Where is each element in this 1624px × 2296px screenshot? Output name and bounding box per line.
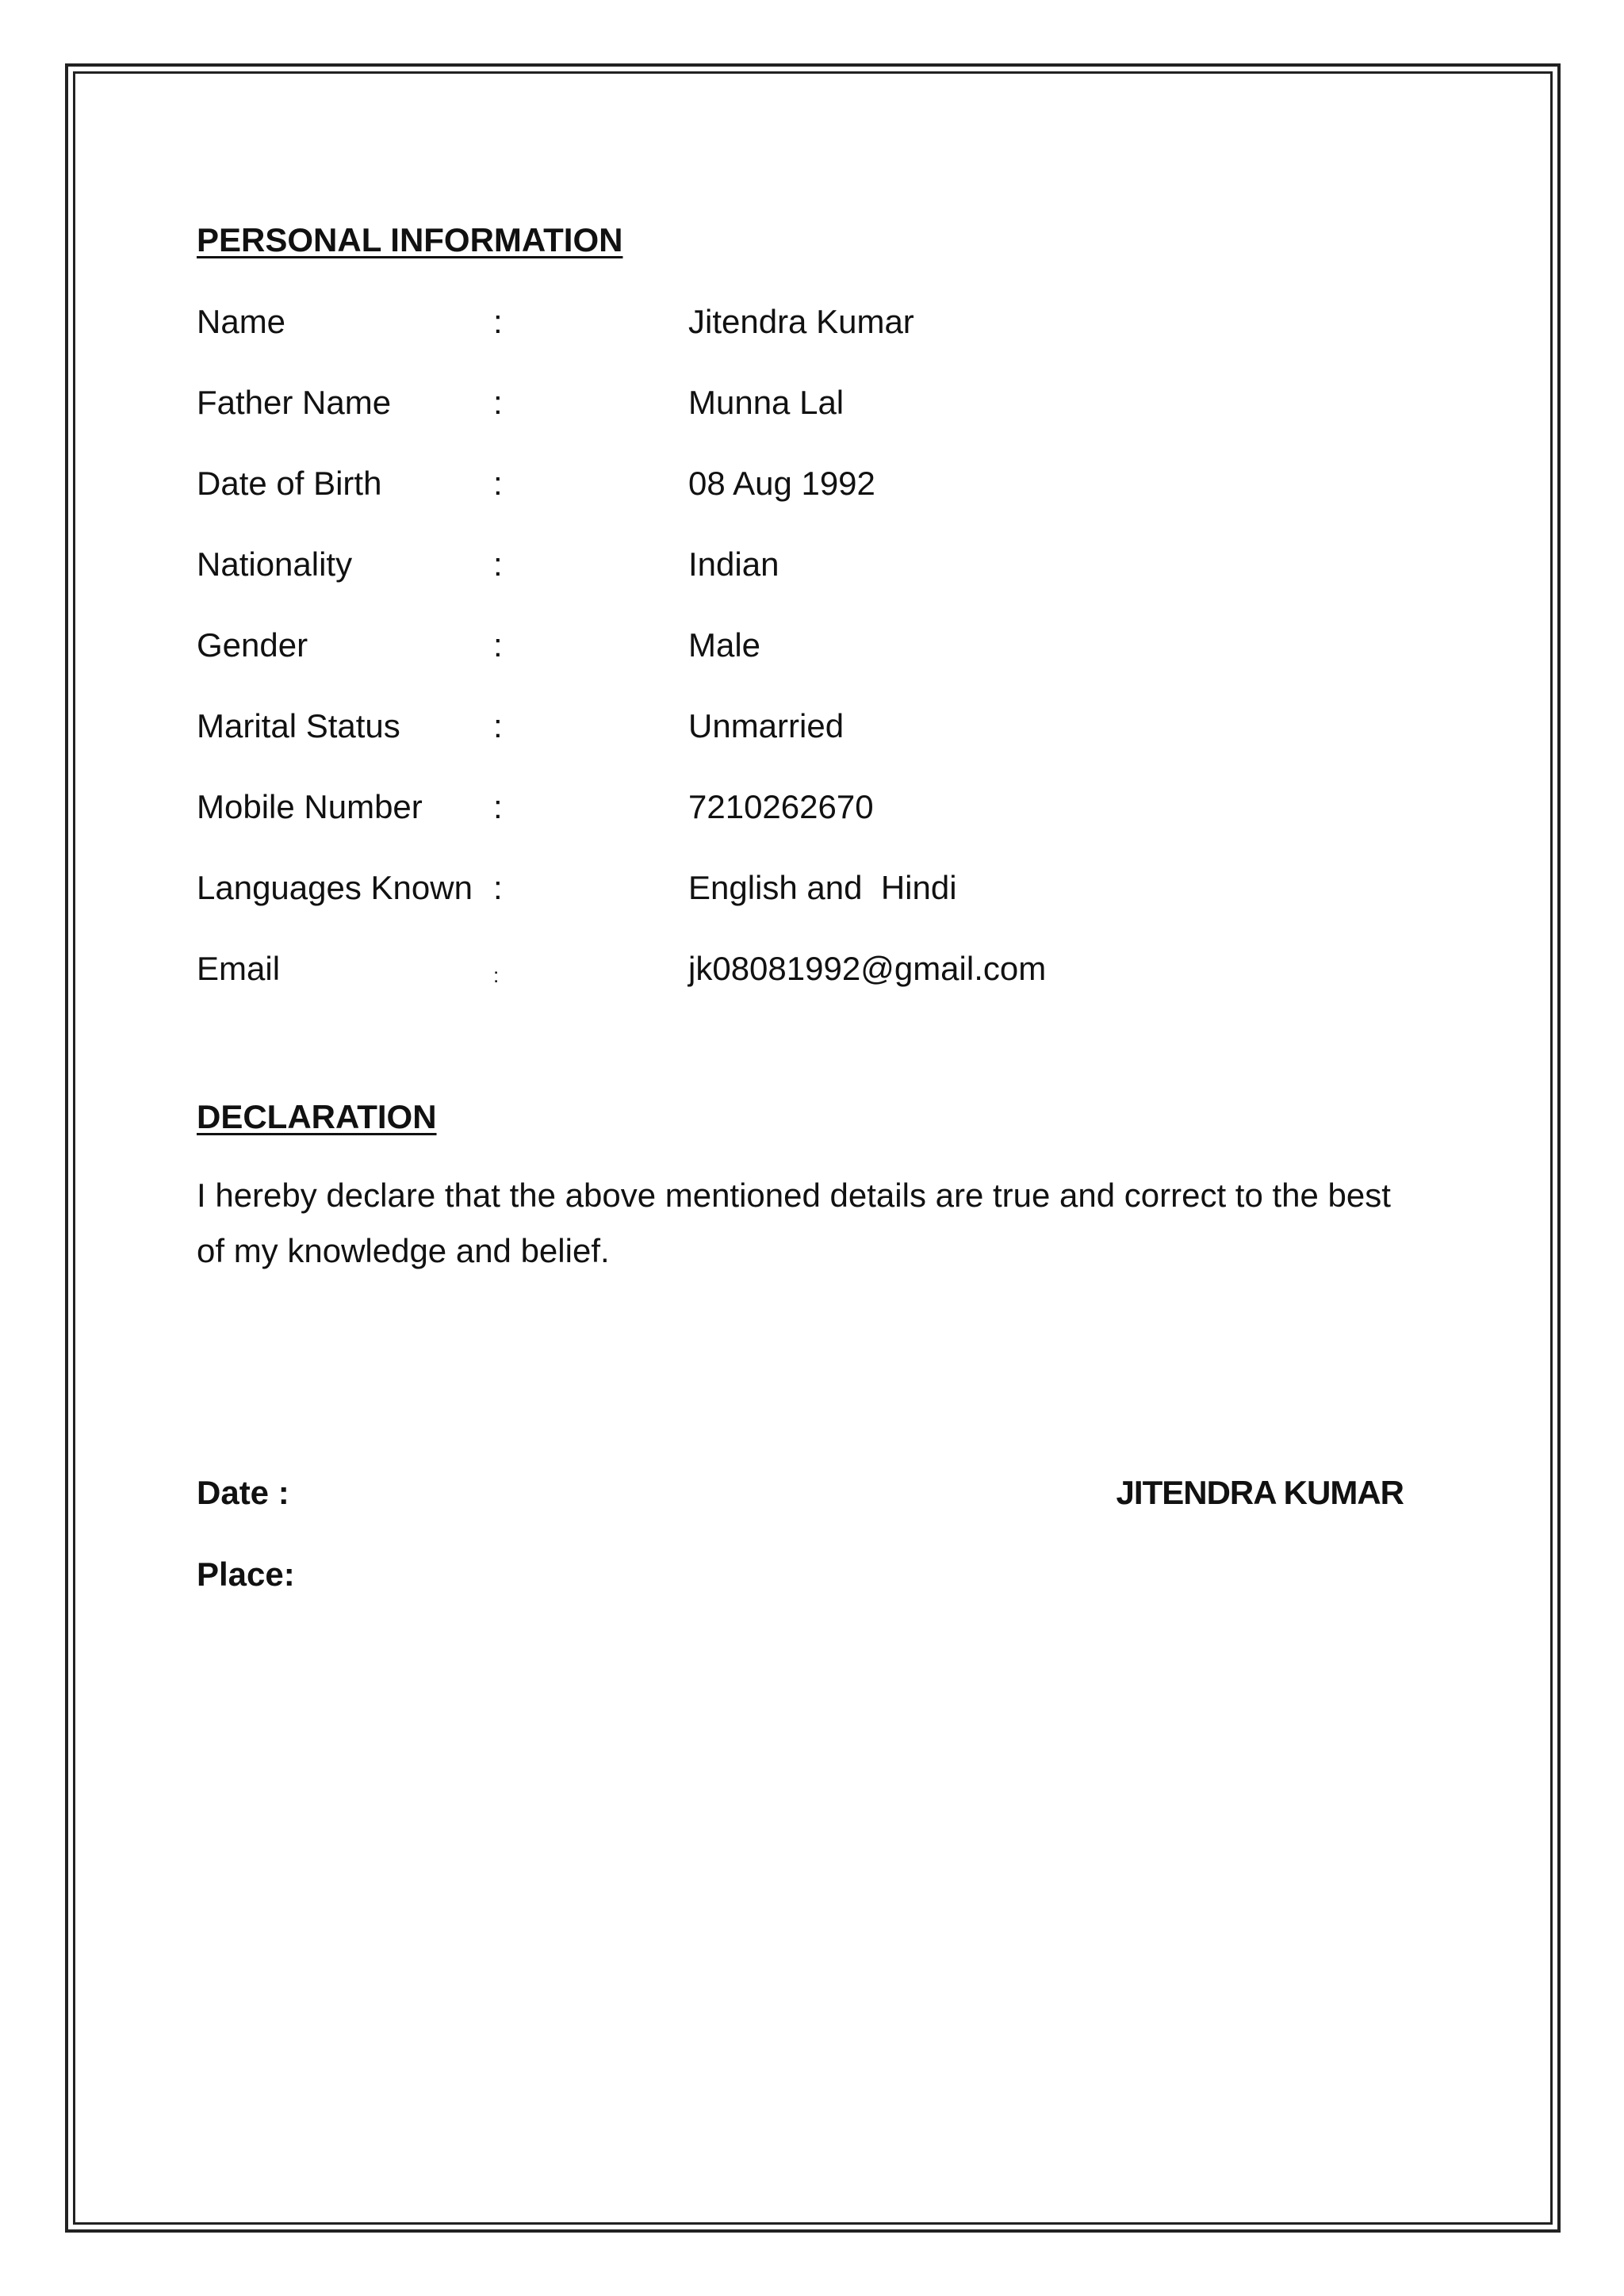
info-colon: : [493, 465, 503, 502]
info-label: Nationality [197, 545, 353, 583]
info-label: Date of Birth [197, 465, 382, 502]
info-row-nationality [197, 544, 1386, 585]
info-label: Marital Status [197, 707, 400, 744]
info-row-mobile-number [197, 786, 1386, 828]
info-row-name [197, 301, 1386, 342]
place-label: Place: [197, 1556, 295, 1593]
declaration-text: I hereby declare that the above mentioned details are true and correct to the best of my knowledge and belief. [197, 1177, 1391, 1269]
info-value: Unmarried [688, 707, 845, 744]
info-value: 08 Aug 1992 [688, 465, 875, 502]
declaration-heading: DECLARATION [197, 1098, 437, 1135]
info-value: Male [688, 626, 761, 664]
info-colon: : [493, 384, 503, 421]
date-label: Date : [197, 1474, 289, 1511]
info-label: Name [197, 303, 286, 340]
info-colon: : [493, 869, 503, 906]
info-label: Gender [197, 626, 308, 664]
info-value: jk08081992@gmail.com [688, 950, 1047, 987]
personal-information-heading: PERSONAL INFORMATION [197, 221, 623, 258]
info-label: Email [197, 950, 281, 987]
info-label: Father Name [197, 384, 392, 421]
info-value: English and Hindi [688, 869, 957, 906]
info-row-marital-status [197, 706, 1386, 747]
signatory-name: JITENDRA KUMAR [1116, 1474, 1404, 1511]
info-row-date-of-birth [197, 463, 1386, 504]
info-colon: : [493, 788, 503, 825]
info-row-email [197, 948, 1386, 989]
info-value: 7210262670 [688, 788, 874, 825]
info-colon: : [493, 707, 503, 744]
info-value: Indian [688, 545, 779, 583]
info-row-languages-known [197, 867, 1386, 909]
info-row-father-name [197, 382, 1386, 423]
info-row-gender [197, 625, 1386, 666]
info-colon: : [493, 303, 503, 340]
info-value: Jitendra Kumar [688, 303, 914, 340]
info-label: Languages Known [197, 869, 473, 906]
info-label: Mobile Number [197, 788, 423, 825]
info-colon: : [493, 626, 503, 664]
info-colon: : [493, 545, 503, 583]
info-colon: : [493, 963, 500, 987]
info-value: Munna Lal [688, 384, 845, 421]
